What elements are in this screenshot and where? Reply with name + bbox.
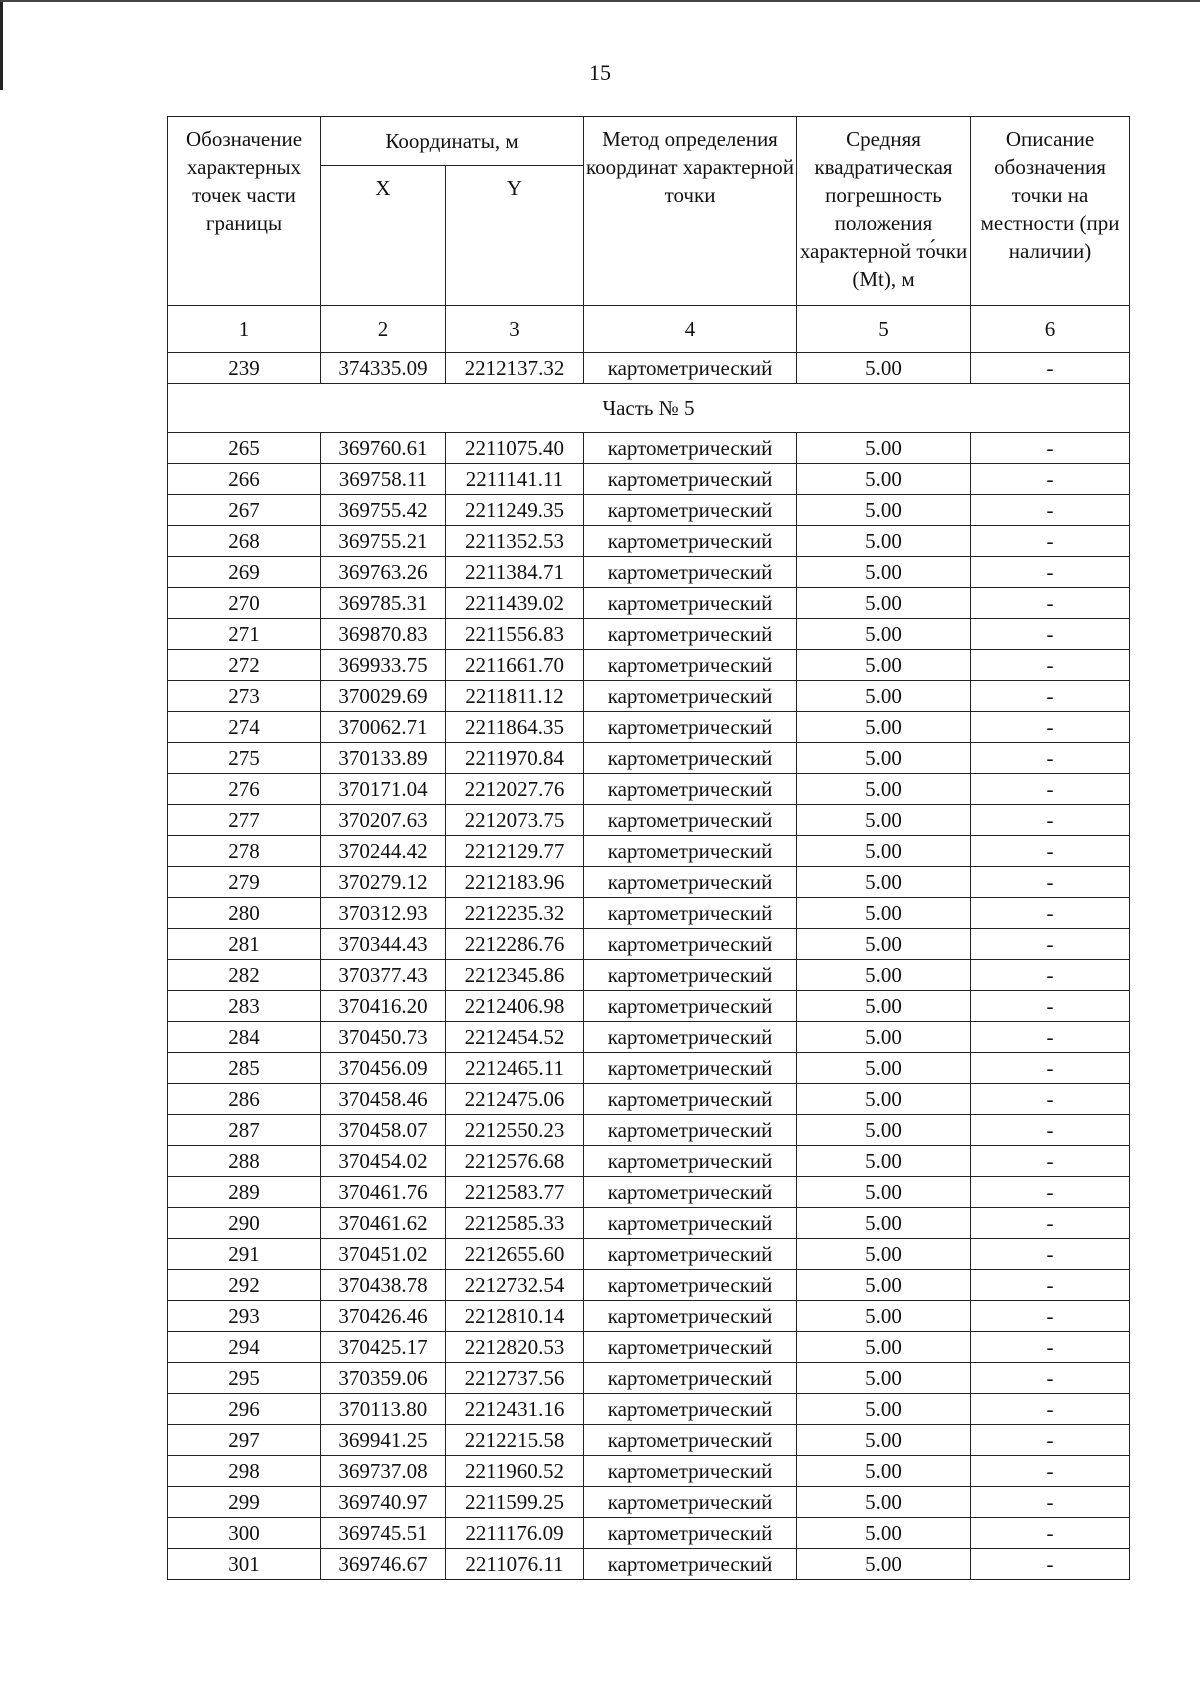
point-cell: 267 (168, 495, 321, 526)
y-cell: 2212137.32 (446, 353, 584, 384)
point-cell: 282 (168, 960, 321, 991)
y-cell: 2212235.32 (446, 898, 584, 929)
description-cell: - (971, 867, 1130, 898)
y-cell: 2212820.53 (446, 1332, 584, 1363)
y-cell: 2212431.16 (446, 1394, 584, 1425)
point-cell: 281 (168, 929, 321, 960)
x-cell: 369746.67 (321, 1549, 446, 1580)
table-row (168, 774, 1130, 805)
x-cell: 370438.78 (321, 1270, 446, 1301)
description-cell: - (971, 353, 1130, 384)
description-cell: - (971, 1332, 1130, 1363)
x-cell: 370458.07 (321, 1115, 446, 1146)
error-cell: 5.00 (797, 1115, 971, 1146)
error-cell: 5.00 (797, 433, 971, 464)
point-cell: 283 (168, 991, 321, 1022)
table-row (168, 588, 1130, 619)
error-cell: 5.00 (797, 1084, 971, 1115)
method-cell: картометрический (584, 681, 797, 712)
description-cell: - (971, 1363, 1130, 1394)
method-cell: картометрический (584, 712, 797, 743)
table-row (168, 712, 1130, 743)
description-cell: - (971, 836, 1130, 867)
y-cell: 2211811.12 (446, 681, 584, 712)
column-number: 2 (321, 306, 446, 353)
description-cell: - (971, 929, 1130, 960)
method-cell: картометрический (584, 929, 797, 960)
description-cell: - (971, 1394, 1130, 1425)
x-cell: 370456.09 (321, 1053, 446, 1084)
y-cell: 2211556.83 (446, 619, 584, 650)
point-cell: 292 (168, 1270, 321, 1301)
method-cell: картометрический (584, 867, 797, 898)
method-cell: картометрический (584, 495, 797, 526)
method-cell: картометрический (584, 960, 797, 991)
table-row (168, 1115, 1130, 1146)
x-cell: 370458.46 (321, 1084, 446, 1115)
x-cell: 370113.80 (321, 1394, 446, 1425)
x-cell: 370359.06 (321, 1363, 446, 1394)
x-cell: 370426.46 (321, 1301, 446, 1332)
x-cell: 370461.62 (321, 1208, 446, 1239)
point-cell: 286 (168, 1084, 321, 1115)
y-cell: 2212732.54 (446, 1270, 584, 1301)
method-cell: картометрический (584, 1425, 797, 1456)
table-row (168, 867, 1130, 898)
y-cell: 2212583.77 (446, 1177, 584, 1208)
point-cell: 278 (168, 836, 321, 867)
y-cell: 2211661.70 (446, 650, 584, 681)
point-cell: 268 (168, 526, 321, 557)
point-cell: 239 (168, 353, 321, 384)
method-cell: картометрический (584, 526, 797, 557)
table-row (168, 1053, 1130, 1084)
method-cell: картометрический (584, 1487, 797, 1518)
description-cell: - (971, 1022, 1130, 1053)
error-cell: 5.00 (797, 1549, 971, 1580)
y-cell: 2212465.11 (446, 1053, 584, 1084)
error-cell: 5.00 (797, 1332, 971, 1363)
table-row (168, 1549, 1130, 1580)
method-cell: картометрический (584, 1363, 797, 1394)
y-cell: 2211599.25 (446, 1487, 584, 1518)
method-cell: картометрический (584, 1270, 797, 1301)
y-cell: 2211970.84 (446, 743, 584, 774)
error-cell: 5.00 (797, 712, 971, 743)
y-cell: 2212550.23 (446, 1115, 584, 1146)
error-cell: 5.00 (797, 867, 971, 898)
x-cell: 370062.71 (321, 712, 446, 743)
error-cell: 5.00 (797, 557, 971, 588)
table-row (168, 929, 1130, 960)
error-cell: 5.00 (797, 353, 971, 384)
error-cell: 5.00 (797, 1487, 971, 1518)
column-number: 5 (797, 306, 971, 353)
x-cell: 369755.42 (321, 495, 446, 526)
y-cell: 2211352.53 (446, 526, 584, 557)
table-row (168, 650, 1130, 681)
page-number: 15 (589, 60, 611, 85)
y-cell: 2212737.56 (446, 1363, 584, 1394)
y-cell: 2211076.11 (446, 1549, 584, 1580)
error-cell: 5.00 (797, 960, 971, 991)
error-cell: 5.00 (797, 1363, 971, 1394)
method-cell: картометрический (584, 433, 797, 464)
description-cell: - (971, 1518, 1130, 1549)
y-cell: 2212406.98 (446, 991, 584, 1022)
point-cell: 300 (168, 1518, 321, 1549)
description-cell: - (971, 619, 1130, 650)
x-cell: 369737.08 (321, 1456, 446, 1487)
point-cell: 274 (168, 712, 321, 743)
point-cell: 270 (168, 588, 321, 619)
x-cell: 369760.61 (321, 433, 446, 464)
x-cell: 370244.42 (321, 836, 446, 867)
table-row (168, 960, 1130, 991)
x-cell: 369785.31 (321, 588, 446, 619)
description-cell: - (971, 681, 1130, 712)
description-cell: - (971, 1456, 1130, 1487)
table-row (168, 433, 1130, 464)
description-cell: - (971, 1084, 1130, 1115)
point-cell: 289 (168, 1177, 321, 1208)
column-number: 4 (584, 306, 797, 353)
point-cell: 298 (168, 1456, 321, 1487)
description-cell: - (971, 712, 1130, 743)
table-row (168, 743, 1130, 774)
table-row (168, 991, 1130, 1022)
header-description: Описание обозначения точки на местности (при наличии) (971, 117, 1130, 306)
table-row (168, 1363, 1130, 1394)
error-cell: 5.00 (797, 1177, 971, 1208)
point-cell: 272 (168, 650, 321, 681)
y-cell: 2211141.11 (446, 464, 584, 495)
description-cell: - (971, 1549, 1130, 1580)
point-cell: 287 (168, 1115, 321, 1146)
error-cell: 5.00 (797, 1022, 971, 1053)
description-cell: - (971, 1146, 1130, 1177)
point-cell: 273 (168, 681, 321, 712)
method-cell: картометрический (584, 836, 797, 867)
x-cell: 370377.43 (321, 960, 446, 991)
table-row (168, 557, 1130, 588)
y-cell: 2212215.58 (446, 1425, 584, 1456)
point-cell: 277 (168, 805, 321, 836)
point-cell: 295 (168, 1363, 321, 1394)
section-row (168, 384, 1130, 433)
x-cell: 370451.02 (321, 1239, 446, 1270)
point-cell: 279 (168, 867, 321, 898)
error-cell: 5.00 (797, 774, 971, 805)
y-cell: 2212655.60 (446, 1239, 584, 1270)
method-cell: картометрический (584, 1177, 797, 1208)
method-cell: картометрический (584, 991, 797, 1022)
x-cell: 369745.51 (321, 1518, 446, 1549)
point-cell: 301 (168, 1549, 321, 1580)
point-cell: 265 (168, 433, 321, 464)
y-cell: 2212345.86 (446, 960, 584, 991)
x-cell: 374335.09 (321, 353, 446, 384)
description-cell: - (971, 1301, 1130, 1332)
x-cell: 370454.02 (321, 1146, 446, 1177)
y-cell: 2212183.96 (446, 867, 584, 898)
description-cell: - (971, 464, 1130, 495)
method-cell: картометрический (584, 464, 797, 495)
point-cell: 266 (168, 464, 321, 495)
description-cell: - (971, 1053, 1130, 1084)
x-cell: 370416.20 (321, 991, 446, 1022)
x-cell: 369740.97 (321, 1487, 446, 1518)
error-cell: 5.00 (797, 805, 971, 836)
column-number: 6 (971, 306, 1130, 353)
y-cell: 2211864.35 (446, 712, 584, 743)
x-cell: 370279.12 (321, 867, 446, 898)
table-row (168, 1487, 1130, 1518)
method-cell: картометрический (584, 1208, 797, 1239)
x-cell: 369941.25 (321, 1425, 446, 1456)
point-cell: 293 (168, 1301, 321, 1332)
x-cell: 370425.17 (321, 1332, 446, 1363)
description-cell: - (971, 1425, 1130, 1456)
description-cell: - (971, 433, 1130, 464)
header-coordinates: Координаты, м (321, 117, 584, 166)
method-cell: картометрический (584, 1301, 797, 1332)
y-cell: 2212454.52 (446, 1022, 584, 1053)
error-cell: 5.00 (797, 929, 971, 960)
point-cell: 288 (168, 1146, 321, 1177)
table-row (168, 1239, 1130, 1270)
header-mean-error: Средняя квадратическая погрешность положения характерной то́чки (Mt), м (797, 117, 971, 306)
description-cell: - (971, 805, 1130, 836)
error-cell: 5.00 (797, 1518, 971, 1549)
error-cell: 5.00 (797, 1425, 971, 1456)
error-cell: 5.00 (797, 1301, 971, 1332)
column-number: 1 (168, 306, 321, 353)
point-cell: 276 (168, 774, 321, 805)
error-cell: 5.00 (797, 991, 971, 1022)
error-cell: 5.00 (797, 619, 971, 650)
x-cell: 369755.21 (321, 526, 446, 557)
error-cell: 5.00 (797, 526, 971, 557)
x-cell: 370207.63 (321, 805, 446, 836)
point-cell: 296 (168, 1394, 321, 1425)
table-row (168, 1332, 1130, 1363)
method-cell: картометрический (584, 1456, 797, 1487)
table-row (168, 1518, 1130, 1549)
scan-edge-mark-top (0, 0, 1200, 2)
method-cell: картометрический (584, 743, 797, 774)
point-cell: 280 (168, 898, 321, 929)
table-body (168, 353, 1130, 1580)
point-cell: 275 (168, 743, 321, 774)
point-cell: 297 (168, 1425, 321, 1456)
header-x: X (321, 166, 446, 306)
point-cell: 299 (168, 1487, 321, 1518)
y-cell: 2212286.76 (446, 929, 584, 960)
y-cell: 2211249.35 (446, 495, 584, 526)
method-cell: картометрический (584, 1022, 797, 1053)
method-cell: картометрический (584, 774, 797, 805)
description-cell: - (971, 1115, 1130, 1146)
x-cell: 370450.73 (321, 1022, 446, 1053)
method-cell: картометрический (584, 1549, 797, 1580)
header-y: Y (446, 166, 584, 306)
x-cell: 370171.04 (321, 774, 446, 805)
method-cell: картометрический (584, 1394, 797, 1425)
y-cell: 2211439.02 (446, 588, 584, 619)
x-cell: 370133.89 (321, 743, 446, 774)
error-cell: 5.00 (797, 1053, 971, 1084)
coordinates-table (167, 116, 1130, 1580)
description-cell: - (971, 495, 1130, 526)
y-cell: 2212585.33 (446, 1208, 584, 1239)
error-cell: 5.00 (797, 743, 971, 774)
table-row (168, 1177, 1130, 1208)
error-cell: 5.00 (797, 681, 971, 712)
description-cell: - (971, 991, 1130, 1022)
error-cell: 5.00 (797, 898, 971, 929)
description-cell: - (971, 960, 1130, 991)
description-cell: - (971, 1208, 1130, 1239)
method-cell: картометрический (584, 588, 797, 619)
column-number: 3 (446, 306, 584, 353)
description-cell: - (971, 1177, 1130, 1208)
table-row (168, 1456, 1130, 1487)
error-cell: 5.00 (797, 650, 971, 681)
error-cell: 5.00 (797, 464, 971, 495)
method-cell: картометрический (584, 1115, 797, 1146)
y-cell: 2212129.77 (446, 836, 584, 867)
table-row (168, 1301, 1130, 1332)
method-cell: картометрический (584, 1518, 797, 1549)
point-cell: 290 (168, 1208, 321, 1239)
x-cell: 370312.93 (321, 898, 446, 929)
x-cell: 369763.26 (321, 557, 446, 588)
x-cell: 369758.11 (321, 464, 446, 495)
description-cell: - (971, 1239, 1130, 1270)
error-cell: 5.00 (797, 1456, 971, 1487)
method-cell: картометрический (584, 353, 797, 384)
y-cell: 2211075.40 (446, 433, 584, 464)
description-cell: - (971, 774, 1130, 805)
table-row (168, 805, 1130, 836)
method-cell: картометрический (584, 619, 797, 650)
x-cell: 370029.69 (321, 681, 446, 712)
table-row (168, 1270, 1130, 1301)
description-cell: - (971, 1487, 1130, 1518)
y-cell: 2212576.68 (446, 1146, 584, 1177)
table-row (168, 898, 1130, 929)
method-cell: картометрический (584, 650, 797, 681)
error-cell: 5.00 (797, 1146, 971, 1177)
y-cell: 2211960.52 (446, 1456, 584, 1487)
point-cell: 269 (168, 557, 321, 588)
x-cell: 370344.43 (321, 929, 446, 960)
table-row (168, 353, 1130, 384)
table-header (168, 117, 1130, 353)
error-cell: 5.00 (797, 836, 971, 867)
method-cell: картометрический (584, 1084, 797, 1115)
description-cell: - (971, 588, 1130, 619)
point-cell: 291 (168, 1239, 321, 1270)
table-row (168, 1425, 1130, 1456)
error-cell: 5.00 (797, 495, 971, 526)
method-cell: картометрический (584, 1053, 797, 1084)
table-row (168, 1394, 1130, 1425)
section-title: Часть № 5 (168, 384, 1130, 433)
x-cell: 369933.75 (321, 650, 446, 681)
description-cell: - (971, 557, 1130, 588)
y-cell: 2212027.76 (446, 774, 584, 805)
error-cell: 5.00 (797, 1270, 971, 1301)
error-cell: 5.00 (797, 1208, 971, 1239)
method-cell: картометрический (584, 898, 797, 929)
point-cell: 284 (168, 1022, 321, 1053)
table-row (168, 526, 1130, 557)
header-method: Метод определения координат характерной точки (584, 117, 797, 306)
table-row (168, 464, 1130, 495)
method-cell: картометрический (584, 1332, 797, 1363)
y-cell: 2211176.09 (446, 1518, 584, 1549)
method-cell: картометрический (584, 1146, 797, 1177)
y-cell: 2212475.06 (446, 1084, 584, 1115)
table-row (168, 681, 1130, 712)
header-point-designation: Обозначение характерных точек части границы (168, 117, 321, 306)
description-cell: - (971, 898, 1130, 929)
error-cell: 5.00 (797, 1394, 971, 1425)
description-cell: - (971, 526, 1130, 557)
method-cell: картометрический (584, 805, 797, 836)
table-row (168, 1146, 1130, 1177)
table-row (168, 1022, 1130, 1053)
description-cell: - (971, 1270, 1130, 1301)
point-cell: 271 (168, 619, 321, 650)
table-row (168, 1208, 1130, 1239)
point-cell: 294 (168, 1332, 321, 1363)
description-cell: - (971, 743, 1130, 774)
table-row (168, 1084, 1130, 1115)
table-row (168, 619, 1130, 650)
x-cell: 370461.76 (321, 1177, 446, 1208)
table-row (168, 836, 1130, 867)
error-cell: 5.00 (797, 588, 971, 619)
method-cell: картометрический (584, 557, 797, 588)
y-cell: 2211384.71 (446, 557, 584, 588)
error-cell: 5.00 (797, 1239, 971, 1270)
x-cell: 369870.83 (321, 619, 446, 650)
y-cell: 2212810.14 (446, 1301, 584, 1332)
y-cell: 2212073.75 (446, 805, 584, 836)
point-cell: 285 (168, 1053, 321, 1084)
table-row (168, 495, 1130, 526)
method-cell: картометрический (584, 1239, 797, 1270)
description-cell: - (971, 650, 1130, 681)
column-numbers-row (168, 306, 1130, 353)
